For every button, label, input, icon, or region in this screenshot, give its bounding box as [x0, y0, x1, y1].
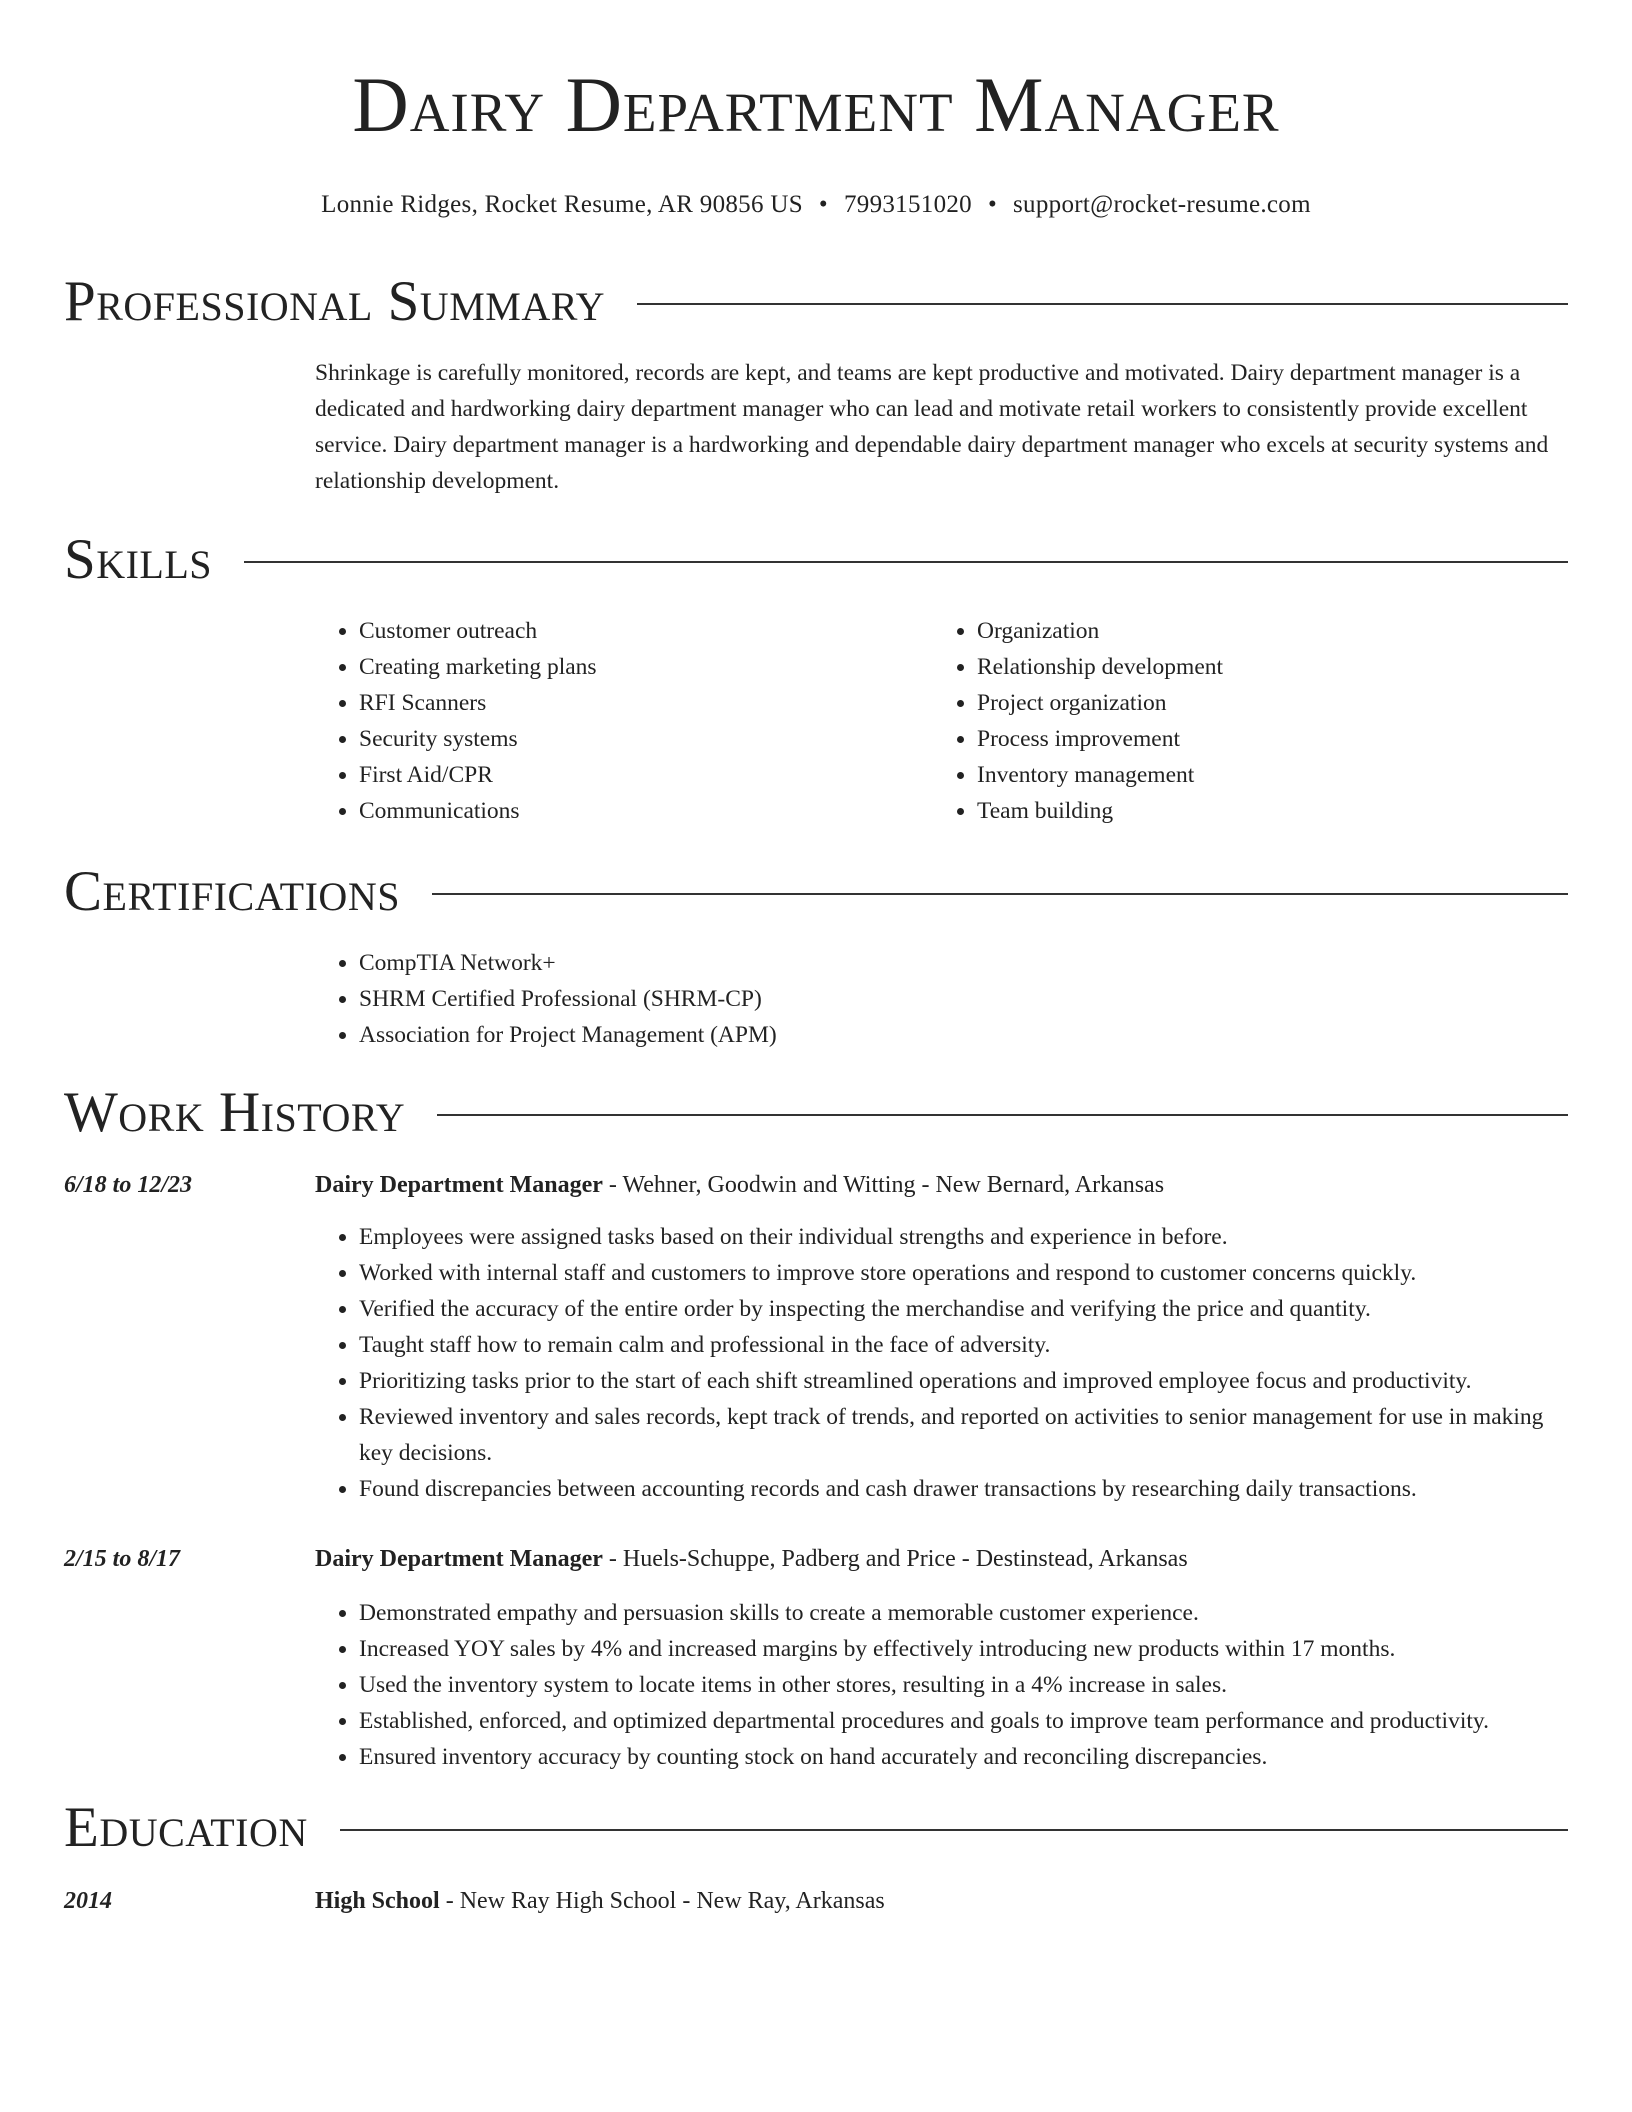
job-title: Dairy Department Manager	[315, 1172, 603, 1198]
job-bullet: • Employees were assigned tasks based on their individual strengths and experience in before.	[359, 1219, 1568, 1255]
job-dates: 6/18 to 12/23	[64, 1172, 193, 1198]
job-title: Dairy Department Manager	[315, 1546, 603, 1572]
job-bullet: • Found discrepancies between accounting records and cash drawer transactions by researching daily transactions.	[359, 1471, 1568, 1507]
phone: 7993151020	[843, 191, 972, 218]
section-rule	[637, 303, 1568, 305]
job-employer: - Wehner, Goodwin and Witting - New Bernard, Arkansas	[602, 1172, 1165, 1198]
section-header-summary	[64, 269, 1568, 335]
job-bullets	[315, 1595, 1568, 1775]
job-entry	[64, 1541, 1568, 1577]
job-heading	[315, 1541, 1188, 1577]
section-title: Professional Summary	[64, 270, 606, 333]
separator: •	[818, 191, 828, 218]
job-bullets	[315, 1219, 1568, 1507]
job-bullet: • Reviewed inventory and sales records, kept track of trends, and reported on activities to senior management for use in making key decisions.	[359, 1399, 1568, 1471]
job-bullet: • Used the inventory system to locate items in other stores, resulting in a 4% increase in sales.	[359, 1667, 1568, 1703]
skills-grid	[315, 613, 1568, 829]
section-rule	[437, 1114, 1568, 1116]
skill-item: • Security systems	[359, 721, 933, 757]
section-rule	[432, 893, 1568, 895]
section-rule	[244, 561, 1568, 563]
job-bullet: • Verified the accuracy of the entire order by inspecting the merchandise and verifying the price and quantity.	[359, 1291, 1568, 1327]
contact-line	[64, 190, 1568, 220]
email: support@rocket-resume.com	[1013, 191, 1311, 218]
certification-item: • Association for Project Management (APM)	[359, 1017, 1568, 1053]
skill-item: • RFI Scanners	[359, 685, 933, 721]
job-bullet: • Increased YOY sales by 4% and increased margins by effectively introducing new products within 17 months.	[359, 1631, 1568, 1667]
skill-item: • Creating marketing plans	[359, 649, 933, 685]
section-header-certifications	[64, 859, 1568, 925]
job-entry	[64, 1167, 1568, 1203]
section-rule	[340, 1829, 1568, 1831]
skills-column-left	[315, 613, 933, 829]
education-school: - New Ray High School - New Ray, Arkansas	[439, 1888, 885, 1914]
education-entry	[64, 1883, 1568, 1919]
section-title: Education	[64, 1796, 308, 1859]
section-header-skills	[64, 527, 1568, 593]
skill-item: • Customer outreach	[359, 613, 933, 649]
education-degree: High School	[315, 1888, 440, 1914]
job-bullet: • Worked with internal staff and customers to improve store operations and respond to customer concerns quickly.	[359, 1255, 1568, 1291]
certifications-list	[315, 945, 1568, 1053]
skill-item: • Team building	[977, 793, 1551, 829]
job-bullet: • Taught staff how to remain calm and professional in the face of adversity.	[359, 1327, 1568, 1363]
job-dates: 2/15 to 8/17	[64, 1546, 181, 1572]
job-bullet: • Ensured inventory accuracy by counting stock on hand accurately and reconciling discrepancies.	[359, 1739, 1568, 1775]
skill-item: • Inventory management	[977, 757, 1551, 793]
section-header-work-history	[64, 1080, 1568, 1146]
section-title: Work History	[64, 1081, 406, 1144]
education-year: 2014	[64, 1888, 112, 1914]
address: Lonnie Ridges, Rocket Resume, AR 90856 US	[321, 191, 803, 218]
education-heading	[315, 1883, 885, 1919]
skills-column-right	[933, 613, 1551, 829]
separator: •	[987, 191, 998, 218]
section-title: Certifications	[64, 860, 400, 923]
certification-item: • CompTIA Network+	[359, 945, 1568, 981]
job-heading	[315, 1167, 1164, 1203]
job-bullet: • Established, enforced, and optimized departmental procedures and goals to improve team performance and productivity.	[359, 1703, 1568, 1739]
job-bullet: • Prioritizing tasks prior to the start of each shift streamlined operations and improved employee focus and productivity.	[359, 1363, 1568, 1399]
skill-item: • Relationship development	[977, 649, 1551, 685]
skill-item: • Process improvement	[977, 721, 1551, 757]
skill-item: • Organization	[977, 613, 1551, 649]
job-bullet: • Demonstrated empathy and persuasion skills to create a memorable customer experience.	[359, 1595, 1568, 1631]
certification-item: • SHRM Certified Professional (SHRM-CP)	[359, 981, 1568, 1017]
job-employer: - Huels-Schuppe, Padberg and Price - Destinstead, Arkansas	[602, 1546, 1188, 1572]
section-title: Skills	[64, 528, 213, 591]
section-header-education	[64, 1795, 1568, 1861]
resume-title: Dairy Department Manager	[352, 61, 1280, 148]
summary-text: Shrinkage is carefully monitored, records are kept, and teams are kept productive and motivated. Dairy department manager is a dedicated and hardworking dairy department manager who can lead and motivate retail workers to consistently provide excellent service. Dairy department manager is a hardworking and dependable dairy department manager who excels at security systems and relationship development.	[315, 360, 1549, 494]
skill-item: • Project organization	[977, 685, 1551, 721]
skill-item: • First Aid/CPR	[359, 757, 933, 793]
skill-item: • Communications	[359, 793, 933, 829]
